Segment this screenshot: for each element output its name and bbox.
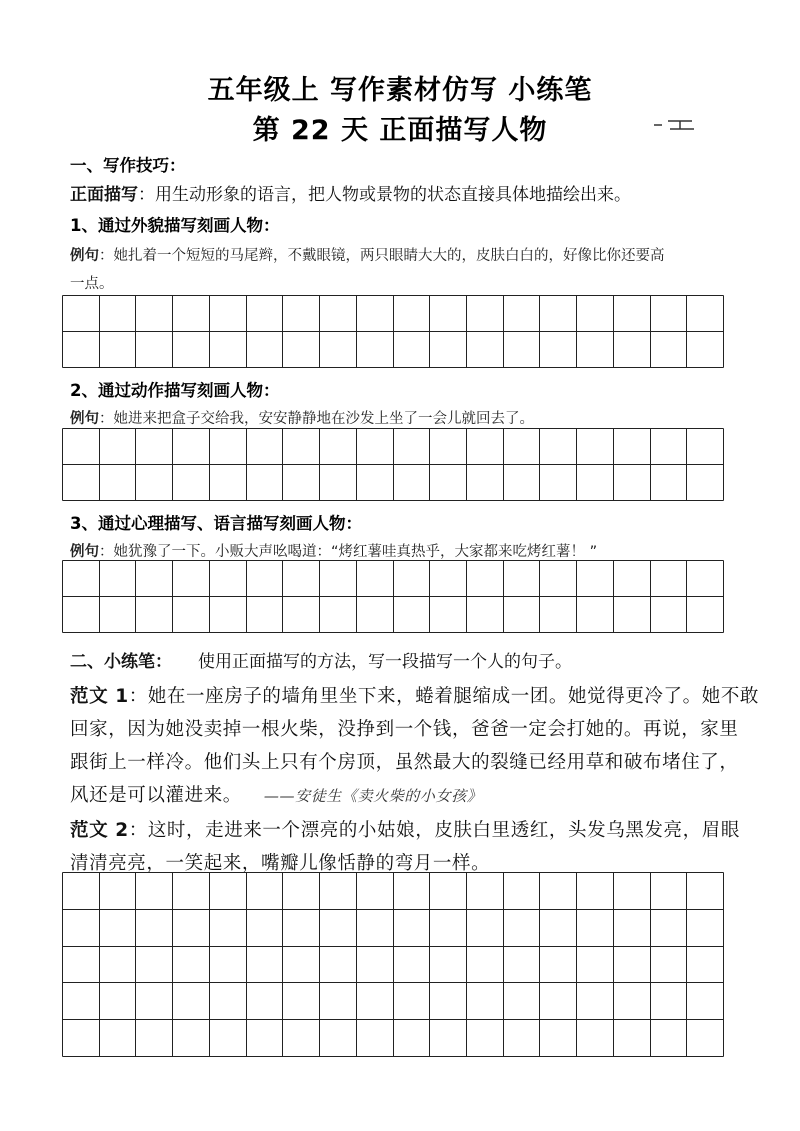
sample1-source: ——安徒生《卖火柴的小女孩》 <box>263 787 483 805</box>
technique-heading-psychology-language: 3、通过心理描写、语言描写刻画人物： <box>70 514 362 533</box>
example-text: ：她犹豫了一下。小贩大声吆喝道：“烤红薯哇真热乎，大家都来吃烤红薯！ ” <box>99 544 598 560</box>
sample2-line2: 清清亮亮，一笑起来，嘴瓣儿像恬静的弯月一样。 <box>70 853 491 874</box>
technique-heading-action: 2、通过动作描写刻画人物： <box>70 381 280 400</box>
definition-body: ：用生动形象的语言，把人物或景物的状态直接具体地描绘出来。 <box>138 185 631 205</box>
sample2-label: 范文 2 <box>70 820 129 841</box>
writing-grid-2[interactable] <box>62 428 724 501</box>
sample1-line2: 回家，因为她没卖掉一根火柴，没挣到一个钱，爸爸一定会打她的。再说，家里 <box>70 719 739 740</box>
section-heading-writing-tips: 一、写作技巧： <box>70 156 186 175</box>
sample2-text: ：这时，走进来一个漂亮的小姑娘，皮肤白里透红，头发乌黑发亮，眉眼 <box>128 820 740 841</box>
technique-heading-appearance: 1、通过外貌描写刻画人物： <box>70 216 280 235</box>
example-sentence-3 <box>70 540 597 561</box>
example-text: ：她扎着一个短短的马尾辫，不戴眼镜，两只眼睛大大的，皮肤白白的，好像比你还要高 <box>99 248 665 264</box>
sample1-label: 范文 1 <box>70 686 129 707</box>
example-label: 例句 <box>70 411 99 427</box>
section-heading-practice: 二、小练笔： <box>70 652 172 672</box>
writing-grid-1[interactable] <box>62 295 724 368</box>
worksheet-title: 五年级上 写作素材仿写 小练笔 <box>207 75 593 106</box>
example-sentence-1-cont: 一点。 <box>70 276 114 292</box>
practice-instruction-row <box>70 647 572 672</box>
writing-grid-4[interactable] <box>62 872 724 1057</box>
sample1-line4-row <box>70 781 482 807</box>
worksheet-subtitle: 第 22 天 正面描写人物 <box>252 115 548 146</box>
sample1-line3: 跟街上一样冷。他们头上只有个房顶，虽然最大的裂缝已经用草和破布堵住了， <box>70 752 739 773</box>
writing-grid-3[interactable] <box>62 560 724 633</box>
example-label: 例句 <box>70 248 99 264</box>
definition-label: 正面描写 <box>70 185 138 205</box>
sample1-line1 <box>70 682 759 708</box>
example-text: ：她进来把盒子交给我，安安静静地在沙发上坐了一会儿就回去了。 <box>99 411 534 427</box>
practice-instruction: 使用正面描写的方法，写一段描写一个人的句子。 <box>198 652 572 672</box>
example-sentence-1 <box>70 244 665 265</box>
definition-text <box>70 180 631 205</box>
example-sentence-2 <box>70 407 534 428</box>
ink-mark-decoration <box>650 116 698 132</box>
sample1-text: ：她在一座房子的墙角里坐下来，蜷着腿缩成一团。她觉得更冷了。她不敢 <box>128 686 760 707</box>
example-label: 例句 <box>70 544 99 560</box>
sample2-line1 <box>70 816 740 842</box>
sample1-line4: 风还是可以灌进来。 <box>70 785 242 806</box>
